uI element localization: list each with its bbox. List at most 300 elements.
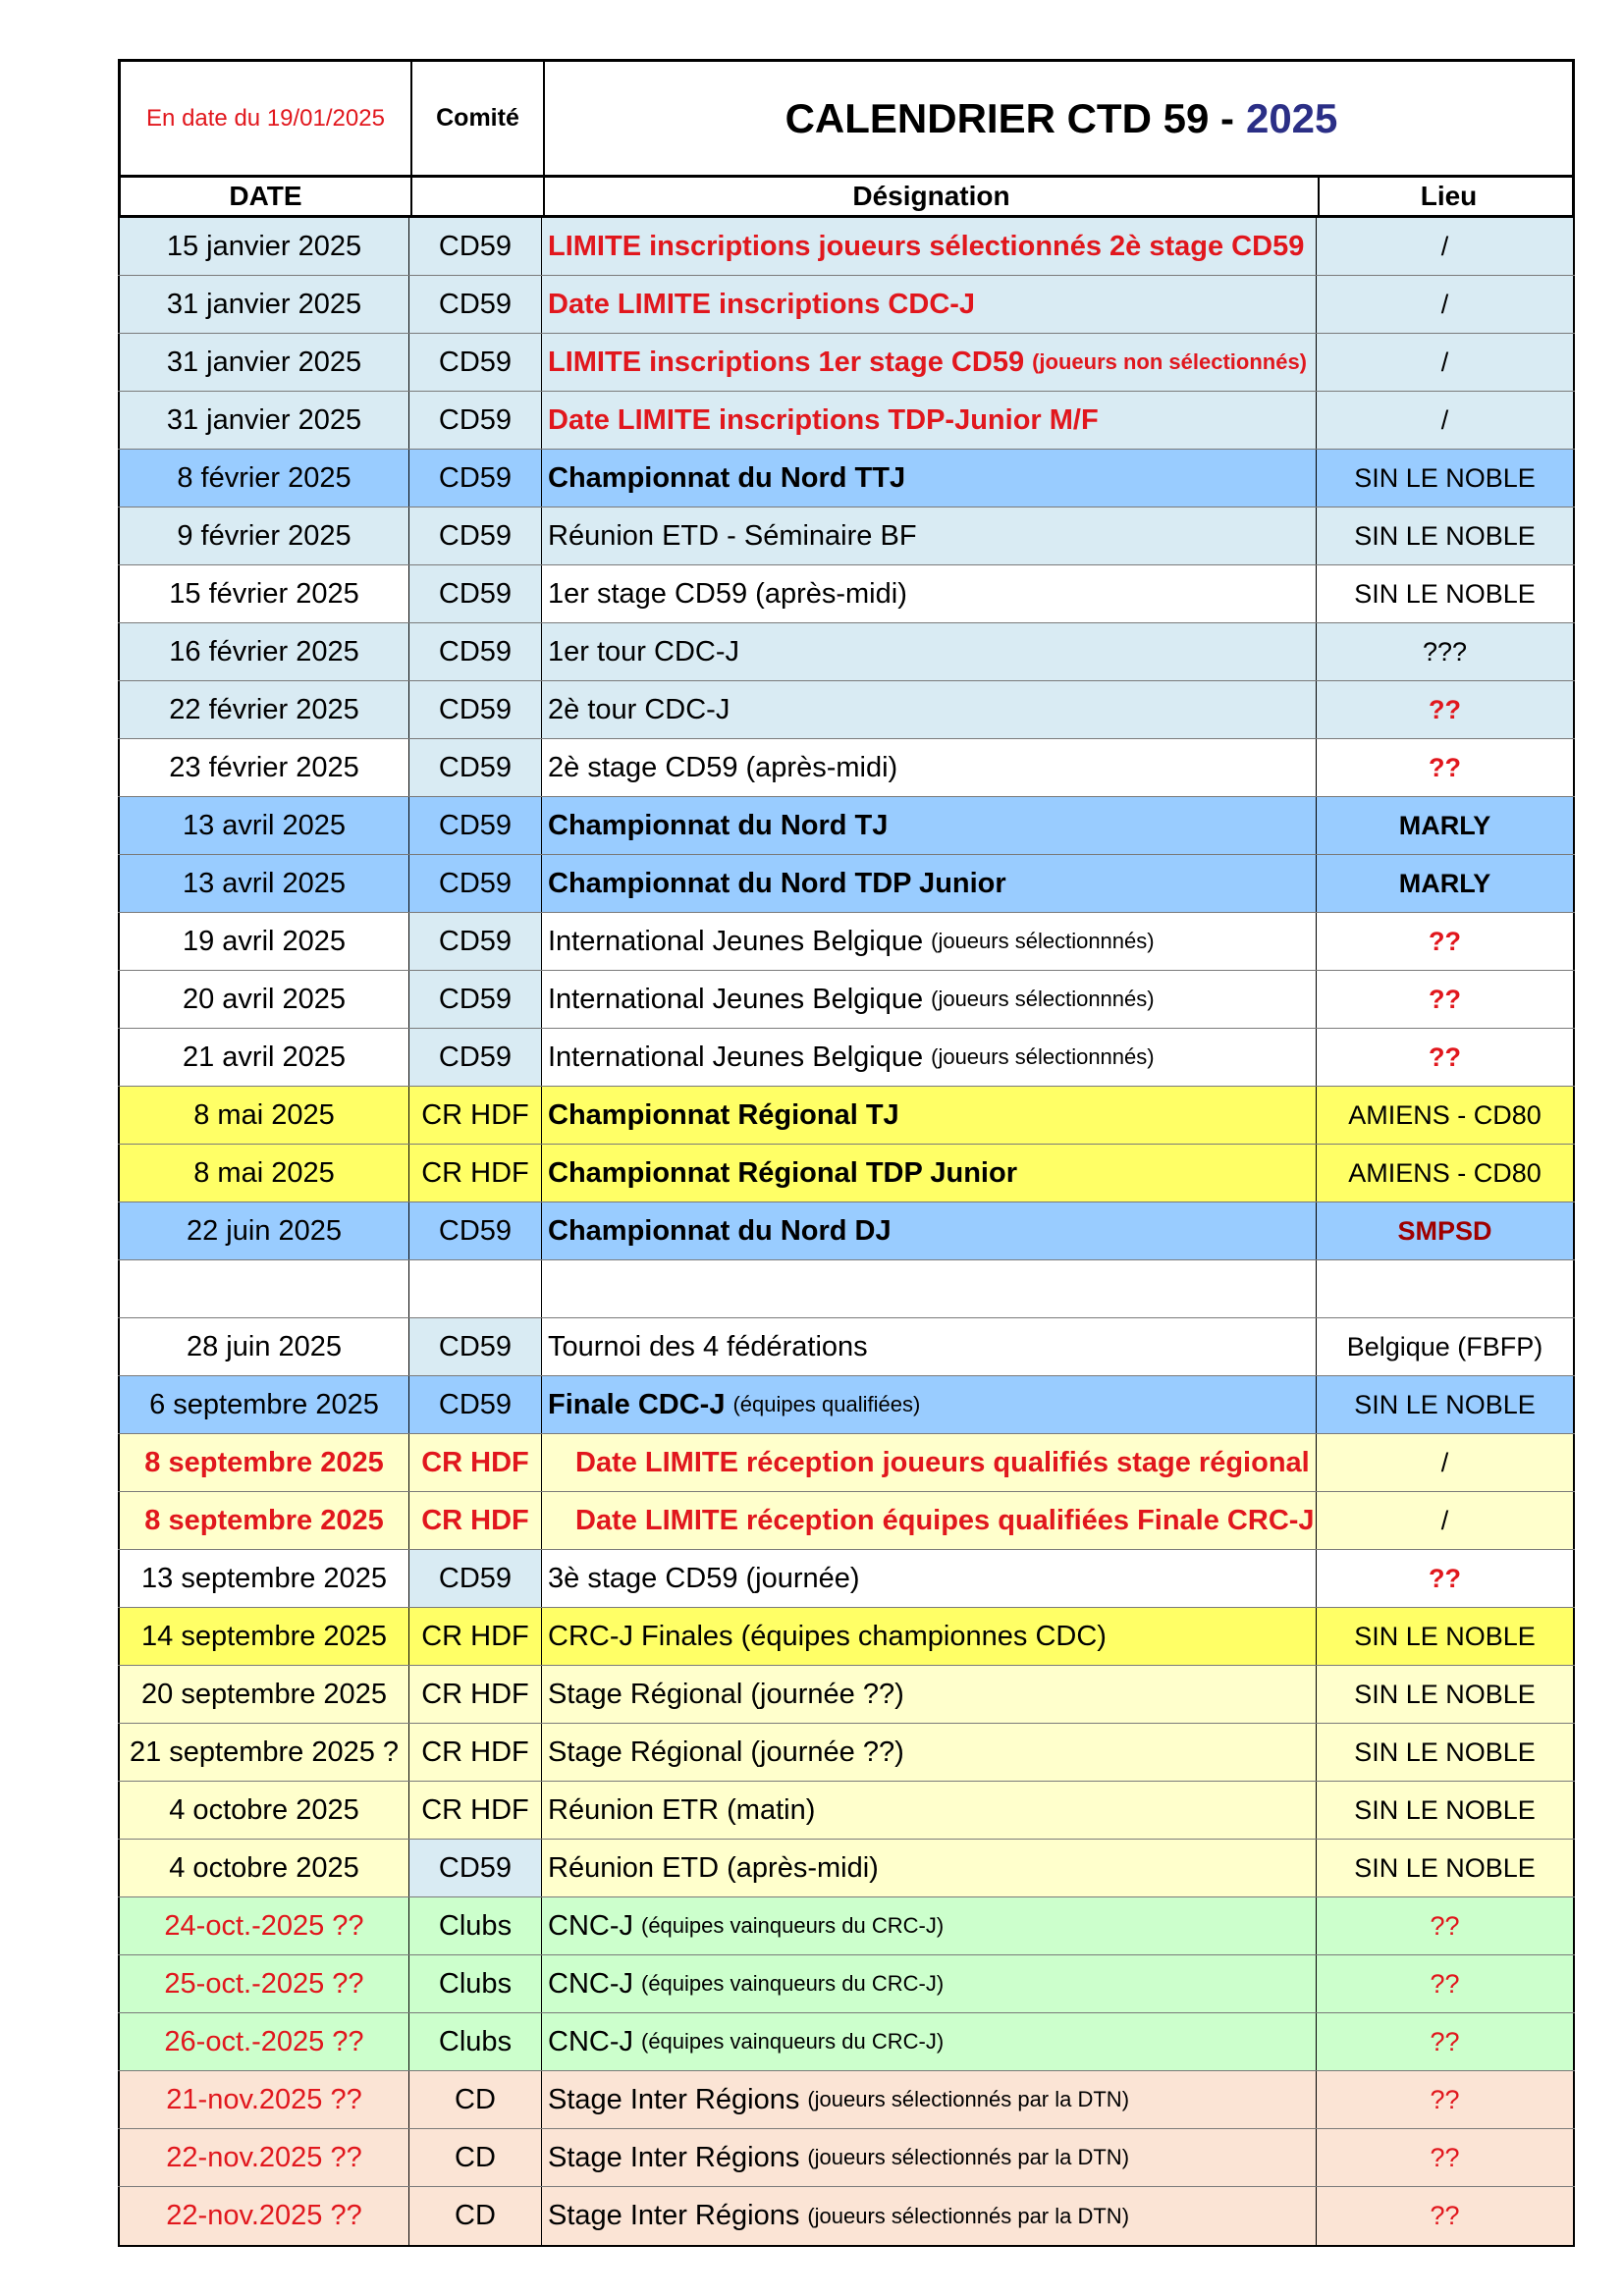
row-designation <box>542 1087 1317 1144</box>
row-place-text: SMPSD <box>1397 1215 1492 1246</box>
row-place-text: / <box>1440 1447 1449 1477</box>
table-row <box>118 1260 1575 1318</box>
row-committee-text: CD59 <box>438 809 513 841</box>
row-place-text: ?? <box>1430 1910 1460 1941</box>
row-designation <box>542 1029 1317 1086</box>
row-committee-text: CR HDF <box>421 1620 529 1652</box>
row-note: (équipes qualifiées) <box>732 1392 921 1416</box>
row-designation <box>542 913 1317 970</box>
row-date <box>118 2129 409 2186</box>
row-date-text: 15 janvier 2025 <box>166 230 362 262</box>
row-committee <box>409 971 542 1028</box>
row-date <box>118 1087 409 1144</box>
table-row <box>118 276 1575 334</box>
row-committee-text: CD59 <box>438 1851 513 1884</box>
row-date <box>118 1840 409 1896</box>
row-place-text: SIN LE NOBLE <box>1354 1852 1536 1883</box>
row-date-text: 25-oct.-2025 ?? <box>164 1967 364 2000</box>
row-designation-text: CNC-J <box>548 1967 633 2000</box>
row-designation <box>542 2129 1317 2186</box>
row-designation-text: LIMITE inscriptions 1er stage CD59 <box>548 346 1025 378</box>
row-committee <box>409 1145 542 1201</box>
row-place <box>1317 1087 1575 1144</box>
row-designation <box>542 392 1317 449</box>
row-place-text: ?? <box>1429 984 1461 1014</box>
row-date <box>118 797 409 854</box>
row-committee <box>409 507 542 564</box>
row-committee <box>409 1782 542 1839</box>
row-date <box>118 565 409 622</box>
row-place <box>1317 1145 1575 1201</box>
row-date-text: 8 septembre 2025 <box>144 1504 384 1536</box>
row-committee <box>409 334 542 391</box>
table-row <box>118 392 1575 450</box>
column-header-place: Lieu <box>1420 181 1478 211</box>
row-designation <box>542 1608 1317 1665</box>
row-place-text: / <box>1440 1505 1449 1535</box>
row-place <box>1317 2071 1575 2128</box>
row-designation-text: Stage Inter Régions <box>548 2200 800 2231</box>
column-header-row <box>118 175 1575 218</box>
row-designation <box>542 1666 1317 1723</box>
row-designation-text: Finale CDC-J <box>548 1388 726 1420</box>
row-date <box>118 450 409 507</box>
row-committee-text: CR HDF <box>421 1504 529 1536</box>
row-designation-text: 1er stage CD59 (après-midi) <box>548 577 907 610</box>
row-designation-text: International Jeunes Belgique <box>548 1041 924 1073</box>
table-row <box>118 1318 1575 1376</box>
row-place <box>1317 739 1575 796</box>
row-date <box>118 1145 409 1201</box>
row-date-text: 21 septembre 2025 ? <box>129 1735 400 1768</box>
row-place-text: ?? <box>1430 2142 1460 2172</box>
row-note: (équipes vainqueurs du CRC-J) <box>641 1913 945 1938</box>
row-committee <box>409 2013 542 2070</box>
row-designation <box>542 450 1317 507</box>
row-place <box>1317 797 1575 854</box>
row-date-text: 21 avril 2025 <box>182 1041 347 1073</box>
row-committee-text: CD59 <box>438 983 513 1015</box>
row-place <box>1317 1608 1575 1665</box>
row-designation-text: 2è tour CDC-J <box>548 693 730 725</box>
row-date-text: 14 septembre 2025 <box>141 1620 387 1652</box>
row-place <box>1317 2129 1575 2186</box>
row-place-text: AMIENS - CD80 <box>1348 1157 1542 1188</box>
row-place-text: SIN LE NOBLE <box>1354 1389 1536 1419</box>
row-place-text: SIN LE NOBLE <box>1354 1621 1536 1651</box>
row-date <box>118 2187 409 2245</box>
row-designation-text: CNC-J <box>548 2025 633 2057</box>
row-committee-text: CD59 <box>438 403 513 436</box>
row-date <box>118 2071 409 2128</box>
row-designation <box>542 334 1317 391</box>
row-designation-text: Championnat Régional TJ <box>548 1098 899 1131</box>
row-designation-text: Championnat du Nord TJ <box>548 809 889 841</box>
row-place-text: / <box>1440 231 1449 261</box>
row-place <box>1317 1840 1575 1896</box>
row-note: (équipes vainqueurs du CRC-J) <box>641 1971 945 1996</box>
table-row <box>118 1666 1575 1724</box>
row-committee <box>409 1840 542 1896</box>
row-date <box>118 681 409 738</box>
table-row <box>118 1087 1575 1145</box>
row-place-text: MARLY <box>1398 810 1491 840</box>
row-date-text: 28 juin 2025 <box>186 1330 343 1362</box>
row-designation <box>542 218 1317 275</box>
row-date <box>118 507 409 564</box>
row-designation <box>542 1724 1317 1781</box>
row-date-text: 8 mai 2025 <box>193 1098 335 1131</box>
row-date-text: 8 février 2025 <box>177 461 352 494</box>
row-place <box>1317 623 1575 680</box>
row-committee <box>409 681 542 738</box>
row-date-text: 26-oct.-2025 ?? <box>164 2025 364 2057</box>
row-note: (joueurs sélectionnnés) <box>931 1044 1155 1069</box>
row-date <box>118 334 409 391</box>
row-date <box>118 971 409 1028</box>
row-committee-text: CD59 <box>438 751 513 783</box>
row-designation <box>542 1434 1317 1491</box>
row-place <box>1317 971 1575 1028</box>
row-date <box>118 2013 409 2070</box>
row-place-text: SIN LE NOBLE <box>1354 520 1536 551</box>
row-place <box>1317 855 1575 912</box>
row-designation-text: Réunion ETD - Séminaire BF <box>548 519 917 552</box>
row-date <box>118 218 409 275</box>
row-committee-text: CR HDF <box>421 1678 529 1710</box>
row-note: (joueurs sélectionnés par la DTN) <box>807 2087 1130 2111</box>
row-committee-text: CD59 <box>438 1214 513 1247</box>
row-committee <box>409 1724 542 1781</box>
row-date <box>118 1782 409 1839</box>
row-designation <box>542 507 1317 564</box>
row-designation-text: Championnat du Nord TTJ <box>548 461 906 494</box>
calendar-rows <box>118 218 1575 2247</box>
row-date <box>118 1202 409 1259</box>
row-designation-text: Réunion ETR (matin) <box>548 1793 816 1826</box>
row-designation-text: CRC-J Finales (équipes championnes CDC) <box>548 1620 1107 1652</box>
row-date <box>118 1955 409 2012</box>
row-committee-text: Clubs <box>438 1909 513 1942</box>
row-date-text: 13 avril 2025 <box>182 809 347 841</box>
row-committee <box>409 2187 542 2245</box>
row-committee-text: Clubs <box>438 1967 513 2000</box>
row-note: (joueurs non sélectionnés) <box>1032 349 1308 374</box>
table-row <box>118 1145 1575 1202</box>
row-designation-text: Championnat Régional TDP Junior <box>548 1156 1017 1189</box>
row-designation-text: 3è stage CD59 (journée) <box>548 1562 860 1594</box>
row-date-text: 23 février 2025 <box>169 751 359 783</box>
table-row <box>118 1376 1575 1434</box>
row-committee-text: CR HDF <box>421 1446 529 1478</box>
row-committee <box>409 1376 542 1433</box>
row-date-text: 31 janvier 2025 <box>166 403 362 436</box>
row-place <box>1317 1376 1575 1433</box>
row-committee <box>409 2071 542 2128</box>
row-committee-text: CD59 <box>438 1388 513 1420</box>
row-designation <box>542 1955 1317 2012</box>
table-row <box>118 2071 1575 2129</box>
table-row <box>118 1550 1575 1608</box>
row-date <box>118 1029 409 1086</box>
table-row <box>118 1202 1575 1260</box>
row-date-text: 20 avril 2025 <box>182 983 347 1015</box>
table-row <box>118 1955 1575 2013</box>
row-date-text: 8 septembre 2025 <box>144 1446 384 1478</box>
row-designation <box>542 1492 1317 1549</box>
column-header-committee <box>412 178 545 215</box>
row-date-text: 22 juin 2025 <box>186 1214 343 1247</box>
row-place <box>1317 2187 1575 2245</box>
row-date-text: 22-nov.2025 ?? <box>166 2141 362 2173</box>
row-designation <box>542 971 1317 1028</box>
row-committee <box>409 1666 542 1723</box>
row-committee-text: CD59 <box>438 1330 513 1362</box>
row-date <box>118 1897 409 1954</box>
row-committee <box>409 913 542 970</box>
row-designation-text: Date LIMITE inscriptions CDC-J <box>548 288 976 320</box>
row-date-text: 6 septembre 2025 <box>149 1388 379 1420</box>
row-committee <box>409 1608 542 1665</box>
row-committee <box>409 1260 542 1317</box>
row-designation <box>542 739 1317 796</box>
row-place-text: / <box>1440 289 1449 319</box>
table-row <box>118 1492 1575 1550</box>
row-committee <box>409 797 542 854</box>
row-designation <box>542 2013 1317 2070</box>
row-date <box>118 1376 409 1433</box>
table-row <box>118 855 1575 913</box>
row-designation <box>542 276 1317 333</box>
row-place-text: ?? <box>1429 752 1461 782</box>
row-committee-text: CD <box>455 2200 496 2231</box>
row-committee-text: CR HDF <box>421 1735 529 1768</box>
row-designation <box>542 623 1317 680</box>
row-date-text: 13 septembre 2025 <box>141 1562 387 1594</box>
row-note: (joueurs sélectionnés par la DTN) <box>807 2145 1130 2169</box>
row-date-text: 31 janvier 2025 <box>166 288 362 320</box>
row-date-text: 19 avril 2025 <box>182 925 347 957</box>
row-designation-text: Stage Inter Régions <box>548 2083 800 2115</box>
table-row <box>118 1029 1575 1087</box>
row-place <box>1317 1318 1575 1375</box>
row-place <box>1317 1202 1575 1259</box>
row-committee-text: CD59 <box>438 577 513 610</box>
row-place-text: / <box>1440 347 1449 377</box>
row-date-text: 8 mai 2025 <box>193 1156 335 1189</box>
row-place-text: MARLY <box>1398 868 1491 898</box>
row-committee <box>409 392 542 449</box>
row-place <box>1317 1724 1575 1781</box>
row-designation <box>542 1840 1317 1896</box>
row-committee <box>409 1897 542 1954</box>
row-committee <box>409 1087 542 1144</box>
row-note: (équipes vainqueurs du CRC-J) <box>641 2029 945 2054</box>
table-row <box>118 1724 1575 1782</box>
table-row <box>118 2129 1575 2187</box>
row-date-text: 31 janvier 2025 <box>166 346 362 378</box>
row-committee-text: CD59 <box>438 519 513 552</box>
row-date <box>118 1492 409 1549</box>
table-row <box>118 1782 1575 1840</box>
row-designation <box>542 565 1317 622</box>
row-committee-text: CR HDF <box>421 1793 529 1826</box>
table-row <box>118 971 1575 1029</box>
row-place <box>1317 1666 1575 1723</box>
row-committee <box>409 1492 542 1549</box>
table-row <box>118 1840 1575 1897</box>
row-committee <box>409 1434 542 1491</box>
row-designation-text: LIMITE inscriptions joueurs sélectionnés 2è stage CD59 <box>548 230 1305 262</box>
row-designation-text: Réunion ETD (après-midi) <box>548 1851 879 1884</box>
row-designation-text: 2è stage CD59 (après-midi) <box>548 751 898 783</box>
table-row <box>118 1434 1575 1492</box>
row-date-text: 21-nov.2025 ?? <box>166 2083 362 2115</box>
row-place-text: / <box>1440 404 1449 435</box>
row-committee <box>409 1202 542 1259</box>
row-place-text: SIN LE NOBLE <box>1354 578 1536 609</box>
row-place <box>1317 913 1575 970</box>
row-date-text: 16 février 2025 <box>169 635 359 667</box>
row-designation <box>542 2187 1317 2245</box>
row-place <box>1317 334 1575 391</box>
row-committee-text: CR HDF <box>421 1156 529 1189</box>
row-place <box>1317 507 1575 564</box>
row-place-text: ?? <box>1430 2026 1460 2056</box>
row-designation <box>542 1202 1317 1259</box>
row-date-text: 4 octobre 2025 <box>169 1793 359 1826</box>
row-place-text: SIN LE NOBLE <box>1354 462 1536 493</box>
row-place-text: SIN LE NOBLE <box>1354 1736 1536 1767</box>
row-date-text: 13 avril 2025 <box>182 867 347 899</box>
row-designation-text: Date LIMITE réception équipes qualifiées Finale CRC-J <box>575 1504 1315 1536</box>
row-committee-text: CR HDF <box>421 1098 529 1131</box>
row-committee-text: CD59 <box>438 461 513 494</box>
row-note: (joueurs sélectionnnés) <box>931 929 1155 953</box>
row-place <box>1317 276 1575 333</box>
row-place <box>1317 1434 1575 1491</box>
row-committee <box>409 739 542 796</box>
row-committee-text: CD59 <box>438 1562 513 1594</box>
row-committee <box>409 1029 542 1086</box>
table-row <box>118 623 1575 681</box>
row-designation <box>542 1376 1317 1433</box>
row-date <box>118 1724 409 1781</box>
row-date <box>118 855 409 912</box>
as-of-date: En date du 19/01/2025 <box>121 62 412 175</box>
row-designation-text: Tournoi des 4 fédérations <box>548 1330 868 1362</box>
row-committee <box>409 1955 542 2012</box>
row-place-text: ?? <box>1429 694 1461 724</box>
calendar-document <box>118 59 1575 2247</box>
row-date-text: 9 février 2025 <box>177 519 352 552</box>
row-place <box>1317 1260 1575 1317</box>
row-date <box>118 1666 409 1723</box>
row-place-text: SIN LE NOBLE <box>1354 1679 1536 1709</box>
row-date-text: 22 février 2025 <box>169 693 359 725</box>
row-place-text: ?? <box>1430 2201 1460 2230</box>
row-designation <box>542 1897 1317 1954</box>
row-place-text: ?? <box>1429 926 1461 956</box>
row-date <box>118 1434 409 1491</box>
row-place <box>1317 565 1575 622</box>
row-place-text: ?? <box>1430 1968 1460 1999</box>
row-date-text: 24-oct.-2025 ?? <box>164 1909 364 1942</box>
row-place-text: Belgique (FBFP) <box>1346 1331 1543 1362</box>
row-designation-text: CNC-J <box>548 1909 633 1942</box>
row-committee <box>409 1318 542 1375</box>
row-designation-text: Championnat du Nord DJ <box>548 1214 892 1247</box>
row-designation-text: Stage Régional (journée ??) <box>548 1735 904 1768</box>
row-designation-text: International Jeunes Belgique <box>548 925 924 957</box>
row-committee-text: Clubs <box>438 2025 513 2057</box>
row-note: (joueurs sélectionnnés) <box>931 987 1155 1011</box>
row-place <box>1317 218 1575 275</box>
row-designation <box>542 1782 1317 1839</box>
row-place-text: AMIENS - CD80 <box>1348 1099 1542 1130</box>
row-committee <box>409 450 542 507</box>
row-date <box>118 276 409 333</box>
row-designation-text: Stage Inter Régions <box>548 2141 800 2173</box>
row-committee-text: CD59 <box>438 346 513 378</box>
row-date <box>118 1608 409 1665</box>
row-date-text: 20 septembre 2025 <box>141 1678 387 1710</box>
row-place <box>1317 392 1575 449</box>
row-committee-text: CD59 <box>438 867 513 899</box>
row-place <box>1317 1782 1575 1839</box>
table-row <box>118 218 1575 276</box>
row-place <box>1317 1550 1575 1607</box>
row-committee-text: CD <box>455 2141 496 2173</box>
row-committee-text: CD59 <box>438 288 513 320</box>
table-row <box>118 334 1575 392</box>
row-date <box>118 623 409 680</box>
table-row <box>118 2187 1575 2245</box>
row-designation <box>542 1318 1317 1375</box>
row-place <box>1317 450 1575 507</box>
row-place-text: SIN LE NOBLE <box>1354 1794 1536 1825</box>
table-row <box>118 2013 1575 2071</box>
table-row <box>118 1897 1575 1955</box>
page-title <box>545 62 1578 175</box>
row-committee-text: CD59 <box>438 693 513 725</box>
row-committee <box>409 565 542 622</box>
row-date-text: 15 février 2025 <box>169 577 359 610</box>
table-row <box>118 507 1575 565</box>
table-row <box>118 739 1575 797</box>
row-date <box>118 739 409 796</box>
committee-header: Comité <box>412 62 545 175</box>
row-designation-text: International Jeunes Belgique <box>548 983 924 1015</box>
row-designation-text: Stage Régional (journée ??) <box>548 1678 904 1710</box>
row-place <box>1317 2013 1575 2070</box>
row-place <box>1317 1029 1575 1086</box>
row-designation-text: 1er tour CDC-J <box>548 635 739 667</box>
row-committee-text: CD59 <box>438 1041 513 1073</box>
row-designation-text: Date LIMITE réception joueurs qualifiés stage régional <box>575 1446 1310 1478</box>
table-row <box>118 681 1575 739</box>
row-designation-text: Date LIMITE inscriptions TDP-Junior M/F <box>548 403 1099 436</box>
column-header-designation: Désignation <box>545 178 1320 215</box>
row-date <box>118 913 409 970</box>
row-place-text: ?? <box>1429 1563 1461 1593</box>
row-committee <box>409 276 542 333</box>
row-committee <box>409 623 542 680</box>
row-place <box>1317 1492 1575 1549</box>
row-date-text: 4 octobre 2025 <box>169 1851 359 1884</box>
row-designation <box>542 1550 1317 1607</box>
table-row <box>118 1608 1575 1666</box>
